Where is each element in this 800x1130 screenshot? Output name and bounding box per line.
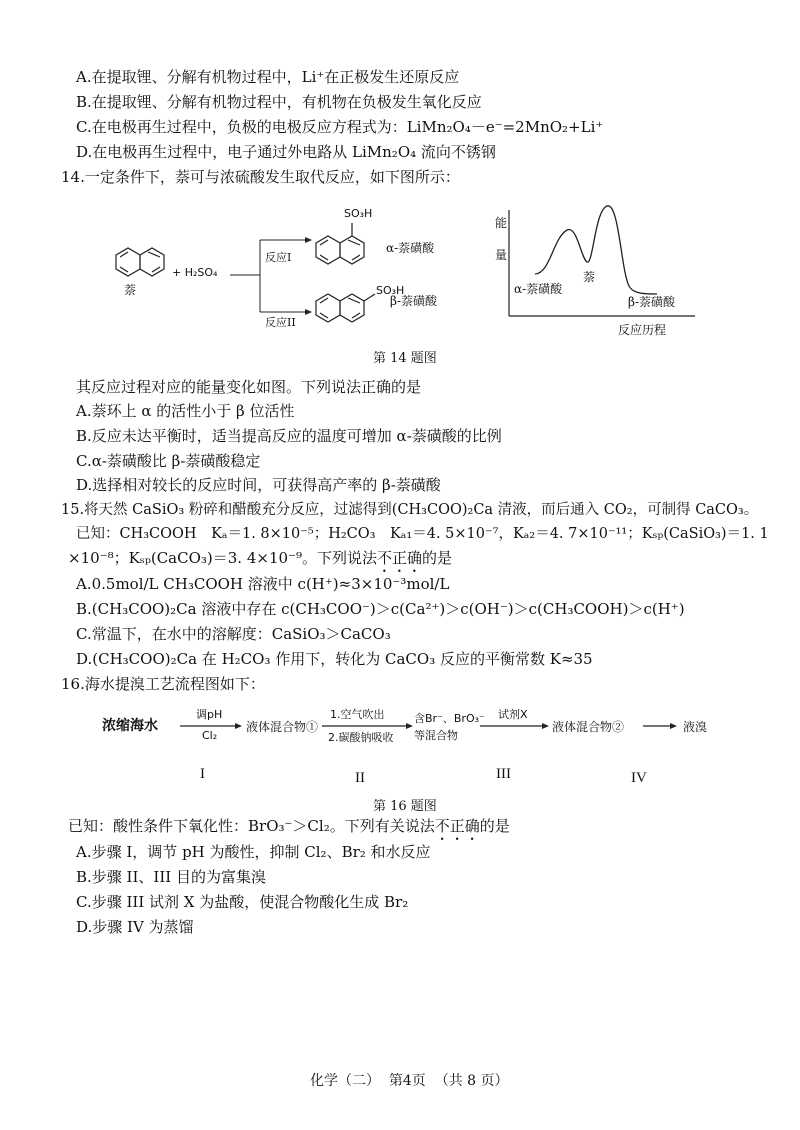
flow-end: 液溴 bbox=[683, 720, 708, 734]
q14-option-b: B.反应未达平衡时，适当提高反应的温度可增加 α-萘磺酸的比例 bbox=[76, 427, 502, 445]
energy-profile-drawing bbox=[495, 200, 715, 340]
q13-option-a: A.在提取锂、分解有机物过程中，Li⁺在正极发生还原反应 bbox=[76, 68, 460, 86]
flow-step-4: IV bbox=[631, 770, 647, 786]
q16-known bbox=[68, 816, 510, 844]
product1-label: α-萘磺酸 bbox=[386, 241, 435, 255]
flowchart-arrows bbox=[100, 700, 720, 790]
arrow-head-bottom bbox=[305, 309, 312, 315]
q15-option-a: A.0.5mol/L CH₃COOH 溶液中 c(H⁺)≈3×10⁻³mol/L bbox=[76, 575, 450, 593]
q14-option-d: D.选择相对较长的反应时间，可获得高产率的 β-萘磺酸 bbox=[76, 476, 441, 494]
q16-known-pre: 已知：酸性条件下氧化性：BrO₃⁻＞Cl₂。下列有关说法 bbox=[68, 817, 435, 835]
flow-box2-line1: 含Br⁻、BrO₃⁻ bbox=[414, 712, 485, 725]
q16-option-a: A.步骤 I，调节 pH 为酸性，抑制 Cl₂、Br₂ 和水反应 bbox=[76, 843, 431, 861]
energy-xaxis-label: 反应历程 bbox=[618, 323, 667, 337]
q15-option-b: B.(CH₃COO)₂Ca 溶液中存在 c(CH₃COO⁻)＞c(Ca²⁺)＞c(OH⁻)＞c(CH₃COOH)＞c(H⁺) bbox=[76, 600, 685, 618]
energy-label-1: 能 bbox=[495, 216, 508, 230]
q16-option-b: B.步骤 II、III 目的为富集溴 bbox=[76, 868, 266, 886]
q15-known-2-pre: ×10⁻⁸；Kₛₚ(CaCO₃)＝3. 4×10⁻⁹。下列说法 bbox=[68, 549, 377, 567]
q14-option-c: C.α-萘磺酸比 β-萘磺酸稳定 bbox=[76, 452, 261, 470]
flow-step-1: I bbox=[200, 766, 205, 782]
q15-option-d: D.(CH₃COO)₂Ca 在 H₂CO₃ 作用下，转化为 CaCO₃ 反应的平衡常数 K≈35 bbox=[76, 650, 593, 668]
q16-option-c: C.步骤 III 试剂 X 为盐酸，使混合物酸化生成 Br₂ bbox=[76, 893, 409, 911]
so3h-bottom-label: SO₃H bbox=[376, 284, 405, 297]
page-footer: 化学（二） 第4页 （共 8 页） bbox=[310, 1073, 509, 1089]
arrow-head-top bbox=[305, 237, 312, 243]
flow-arrow2-bottom: 2.碳酸钠吸收 bbox=[328, 731, 394, 744]
reagent-label: + H₂SO₄ bbox=[172, 266, 218, 279]
q13-option-c: C.在电极再生过程中，负极的电极反应方程式为：LiMn₂O₄－e⁻=2MnO₂+Li⁺ bbox=[76, 118, 604, 136]
energy-mid-label: 萘 bbox=[583, 270, 596, 284]
flow-box3: 液体混合物② bbox=[552, 720, 625, 734]
path1-label: 反应I bbox=[265, 251, 292, 264]
path2-label: 反应II bbox=[265, 316, 296, 329]
q14-stem: 14.一定条件下，萘可与浓硫酸发生取代反应，如下图所示： bbox=[61, 168, 460, 186]
q13-option-b: B.在提取锂、分解有机物过程中，有机物在负极发生氧化反应 bbox=[76, 93, 482, 111]
flow-box2-line2: 等混合物 bbox=[414, 729, 458, 742]
q14-option-a: A.萘环上 α 的活性小于 β 位活性 bbox=[76, 402, 295, 420]
q15-known-2 bbox=[68, 548, 452, 576]
naphthalene-structure bbox=[116, 248, 164, 276]
naphthalene-label: 萘 bbox=[124, 283, 137, 297]
q16-emphasis: 不正确 bbox=[434, 817, 480, 835]
q14-figure-caption: 第 14 题图 bbox=[373, 351, 437, 366]
flow-arrow2-top: 1.空气吹出 bbox=[330, 708, 385, 721]
product2-label: β-萘磺酸 bbox=[390, 294, 437, 308]
q14-energy-diagram bbox=[495, 200, 715, 340]
flow-arrow1-top: 调pH bbox=[196, 708, 223, 721]
energy-left-label: α-萘磺酸 bbox=[514, 282, 563, 296]
flow-step-3: III bbox=[496, 766, 511, 782]
q14-reaction-scheme bbox=[90, 195, 490, 335]
q15-stem: 15.将天然 CaSiO₃ 粉碎和醋酸充分反应，过滤得到(CH₃COO)₂Ca 清液，而后通入 CO₂，可制得 CaCO₃。 bbox=[61, 502, 759, 518]
q15-known-2-post: 的是 bbox=[421, 549, 452, 567]
flow-arrow1-bottom: Cl₂ bbox=[202, 729, 218, 742]
q16-flowchart bbox=[100, 700, 720, 790]
q16-figure-caption: 第 16 题图 bbox=[373, 799, 437, 814]
q13-option-d: D.在电极再生过程中，电子通过外电路从 LiMn₂O₄ 流向不锈钢 bbox=[76, 143, 496, 161]
flow-box1: 液体混合物① bbox=[246, 720, 319, 734]
flow-arrow3-top: 试剂X bbox=[498, 708, 528, 721]
flow-start: 浓缩海水 bbox=[102, 718, 158, 734]
energy-right-label: β-萘磺酸 bbox=[628, 295, 675, 309]
q16-known-post: 的是 bbox=[479, 817, 510, 835]
so3h-top-label: SO₃H bbox=[344, 207, 373, 220]
q15-option-c: C.常温下，在水中的溶解度：CaSiO₃＞CaCO₃ bbox=[76, 625, 391, 643]
q14-question: 其反应过程对应的能量变化如图。下列说法正确的是 bbox=[76, 378, 422, 396]
energy-label-2: 量 bbox=[495, 248, 508, 262]
flow-step-2: II bbox=[355, 770, 365, 786]
beta-product-structure bbox=[316, 294, 375, 322]
q16-option-d: D.步骤 IV 为蒸馏 bbox=[76, 918, 194, 936]
q16-stem: 16.海水提溴工艺流程图如下： bbox=[61, 675, 265, 693]
q15-known-1: 已知：CH₃COOH Kₐ＝1. 8×10⁻⁵；H₂CO₃ Kₐ₁＝4. 5×10⁻⁷，Kₐ₂＝4. 7×10⁻¹¹；Kₛₚ(CaSiO₃)＝1. 1 bbox=[76, 526, 769, 542]
alpha-product-structure bbox=[316, 223, 364, 264]
q15-emphasis: 不正确 bbox=[376, 549, 422, 567]
